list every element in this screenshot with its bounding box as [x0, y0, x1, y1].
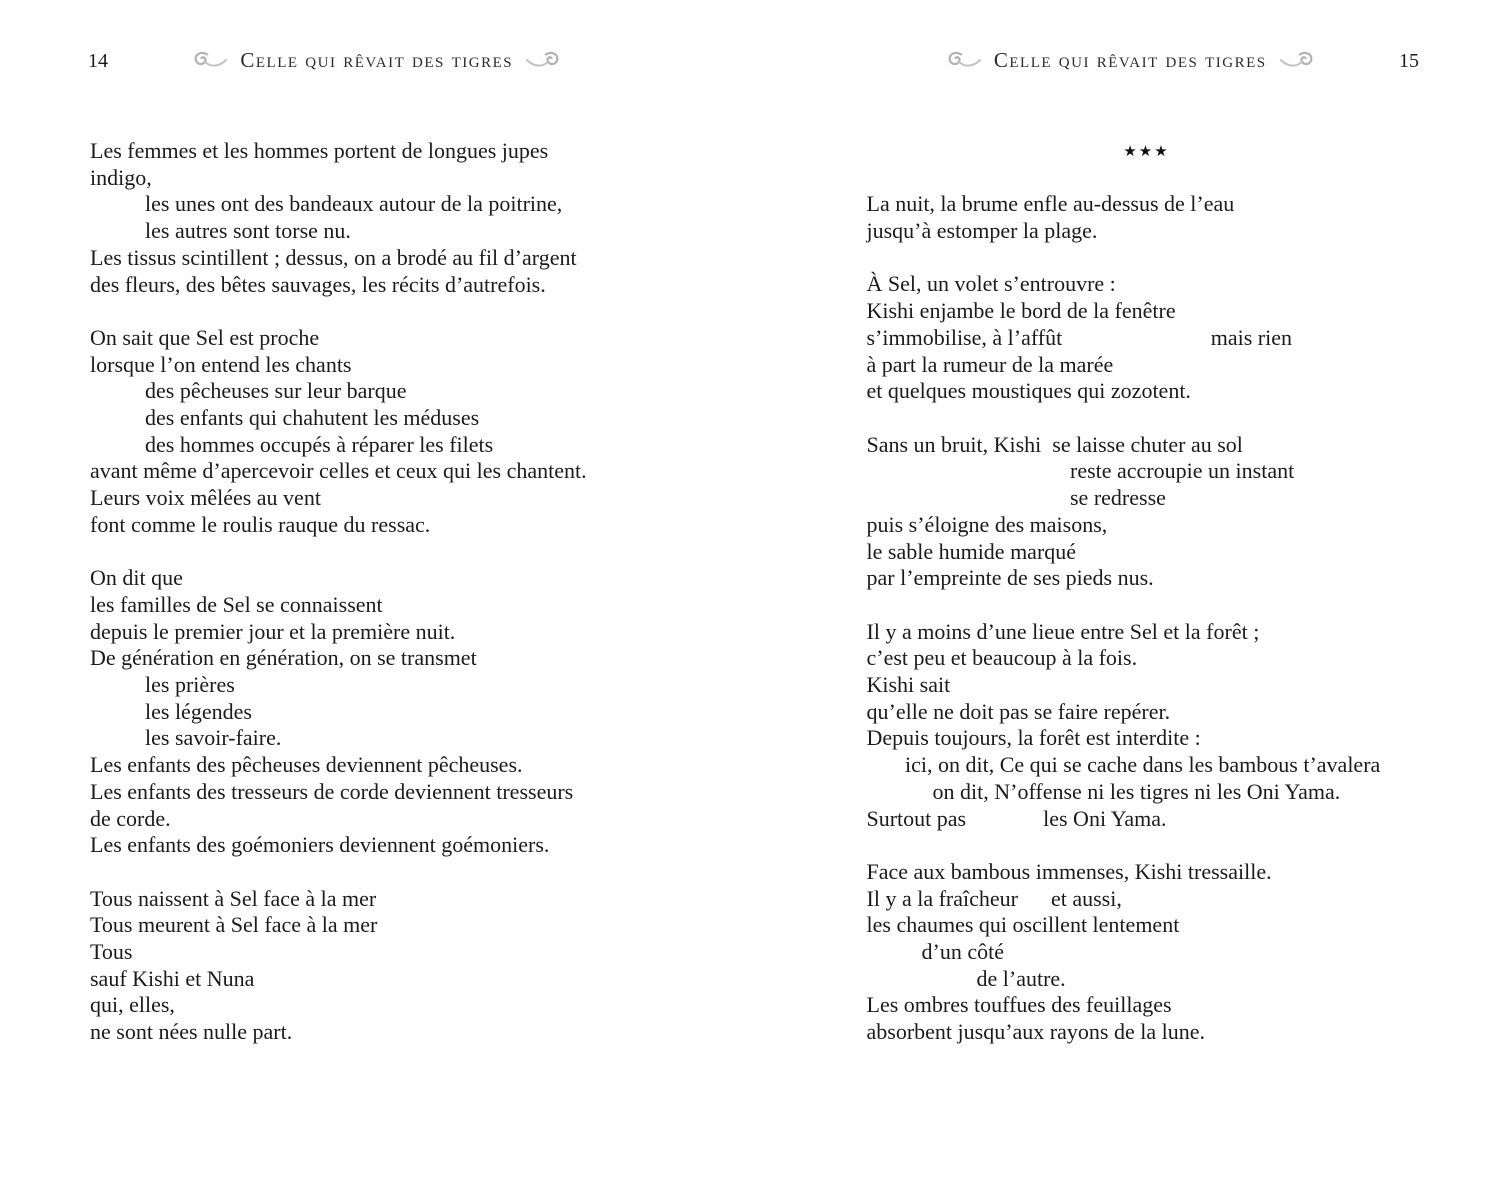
poem-line: Les tissus scintillent ; dessus, on a brodé au fil d’argent — [90, 244, 577, 270]
poem-line: reste accroupie un instant — [866, 458, 1295, 484]
poem-right — [867, 138, 1427, 1046]
swirl-ornament-icon — [947, 50, 981, 70]
running-title: Celle qui rêvait des tigres — [993, 48, 1267, 72]
poem-line: Tous meurent à Sel face à la mer — [90, 912, 378, 938]
poem-line: lorsque l’on entend les chants — [90, 351, 352, 377]
poem-line: de l’autre. — [866, 965, 1066, 991]
running-title: Celle qui rêvait des tigres — [240, 48, 514, 72]
right-page-header — [754, 46, 1507, 76]
poem-line: Sans un bruit, Kishi se laisse chuter au sol — [866, 431, 1243, 457]
poem-line: À Sel, un volet s’entrouvre : — [866, 271, 1116, 297]
stanza — [867, 432, 1427, 592]
poem-line: Les ombres touffues des feuillages — [866, 992, 1172, 1018]
poem-line: Il y a moins d’une lieue entre Sel et la forêt ; — [866, 618, 1260, 644]
poem-line: qu’elle ne doit pas se faire repérer. — [866, 698, 1171, 724]
poem-line: On sait que Sel est proche — [90, 324, 320, 350]
stanza — [90, 886, 587, 1046]
poem-line: On dit que — [90, 565, 183, 591]
poem-line: d’un côté — [866, 939, 1004, 965]
right-page — [754, 0, 1507, 1200]
poem-line: Tous — [90, 939, 133, 965]
stanza — [90, 325, 587, 539]
poem-line: les familles de Sel se connaissent — [90, 591, 383, 617]
poem-line: les prières — [90, 672, 235, 698]
poem-line: sauf Kishi et Nuna — [90, 965, 255, 991]
poem-line: depuis le premier jour et la première nuit. — [90, 618, 456, 644]
poem-line: absorbent jusqu’aux rayons de la lune. — [866, 1019, 1205, 1045]
poem-line: Surtout pas les Oni Yama. — [866, 805, 1167, 831]
running-head-left — [0, 46, 754, 74]
poem-line: De génération en génération, on se transmet — [90, 645, 477, 671]
running-head-right — [754, 46, 1507, 74]
poem-line: c’est peu et beaucoup à la fois. — [866, 645, 1138, 671]
poem-line: les légendes — [90, 698, 252, 724]
poem-line: des pêcheuses sur leur barque — [90, 378, 407, 404]
poem-line: Tous naissent à Sel face à la mer — [90, 885, 377, 911]
poem-line: puis s’éloigne des maisons, — [866, 511, 1108, 537]
poem-line: indigo, — [90, 164, 152, 190]
stanza — [867, 271, 1427, 405]
poem-line: ici, on dit, Ce qui se cache dans les bambous t’avalera — [866, 752, 1381, 778]
poem-line: Les enfants des tresseurs de corde deviennent tresseurs — [90, 778, 574, 804]
page-number-right: 15 — [1399, 50, 1419, 72]
poem-line: des fleurs, des bêtes sauvages, les récits d’autrefois. — [90, 271, 546, 297]
poem-line: s’immobilise, à l’affût mais rien — [866, 324, 1292, 350]
poem-line: les chaumes qui oscillent lentement — [866, 912, 1180, 938]
poem-line: on dit, N’offense ni les tigres ni les Oni Yama. — [866, 778, 1341, 804]
stanza — [90, 565, 587, 859]
poem-line: les autres sont torse nu. — [90, 218, 351, 244]
poem-line: avant même d’apercevoir celles et ceux qui les chantent. — [90, 458, 587, 484]
poem-line: Kishi enjambe le bord de la fenêtre — [866, 298, 1176, 324]
poem-line: Leurs voix mêlées au vent — [90, 485, 321, 511]
left-page-header — [0, 46, 754, 76]
poem-line: Depuis toujours, la forêt est interdite : — [866, 725, 1201, 751]
poem-line: de corde. — [90, 805, 171, 831]
poem-line: les unes ont des bandeaux autour de la poitrine, — [90, 191, 563, 217]
poem-line: le sable humide marqué — [866, 538, 1077, 564]
poem-left — [90, 138, 587, 1046]
stanza — [867, 619, 1427, 833]
poem-line: Les enfants des goémoniers deviennent goémoniers. — [90, 832, 550, 858]
poem-line: et quelques moustiques qui zozotent. — [866, 378, 1191, 404]
swirl-ornament-icon — [193, 50, 227, 70]
poem-line: les savoir-faire. — [90, 725, 282, 751]
poem-line: Face aux bambous immenses, Kishi tressaille. — [866, 858, 1272, 884]
poem-line: Il y a la fraîcheur et aussi, — [866, 885, 1122, 911]
stanza — [90, 138, 587, 298]
poem-line: se redresse — [866, 485, 1166, 511]
poem-line: ne sont nées nulle part. — [90, 1019, 293, 1045]
page-number-left: 14 — [88, 50, 108, 72]
poem-line: des hommes occupés à réparer les filets — [90, 431, 494, 457]
poem-line: font comme le roulis rauque du ressac. — [90, 511, 431, 537]
swirl-ornament-icon — [1280, 50, 1314, 70]
poem-line: qui, elles, — [90, 992, 175, 1018]
poem-line: des enfants qui chahutent les méduses — [90, 405, 480, 431]
swirl-ornament-icon — [526, 50, 560, 70]
poem-line: Les femmes et les hommes portent de longues jupes — [90, 138, 549, 163]
poem-line: Les enfants des pêcheuses deviennent pêcheuses. — [90, 752, 523, 778]
poem-line: jusqu’à estomper la plage. — [866, 218, 1098, 244]
poem-line: par l’empreinte de ses pieds nus. — [866, 565, 1154, 591]
section-separator: ★★★ — [1123, 142, 1170, 160]
poem-line: La nuit, la brume enfle au-dessus de l’eau — [866, 191, 1235, 217]
poem-line: à part la rumeur de la marée — [866, 351, 1114, 377]
stanza — [867, 191, 1427, 244]
stanza — [867, 859, 1427, 1046]
poem-line: Kishi sait — [866, 672, 951, 697]
